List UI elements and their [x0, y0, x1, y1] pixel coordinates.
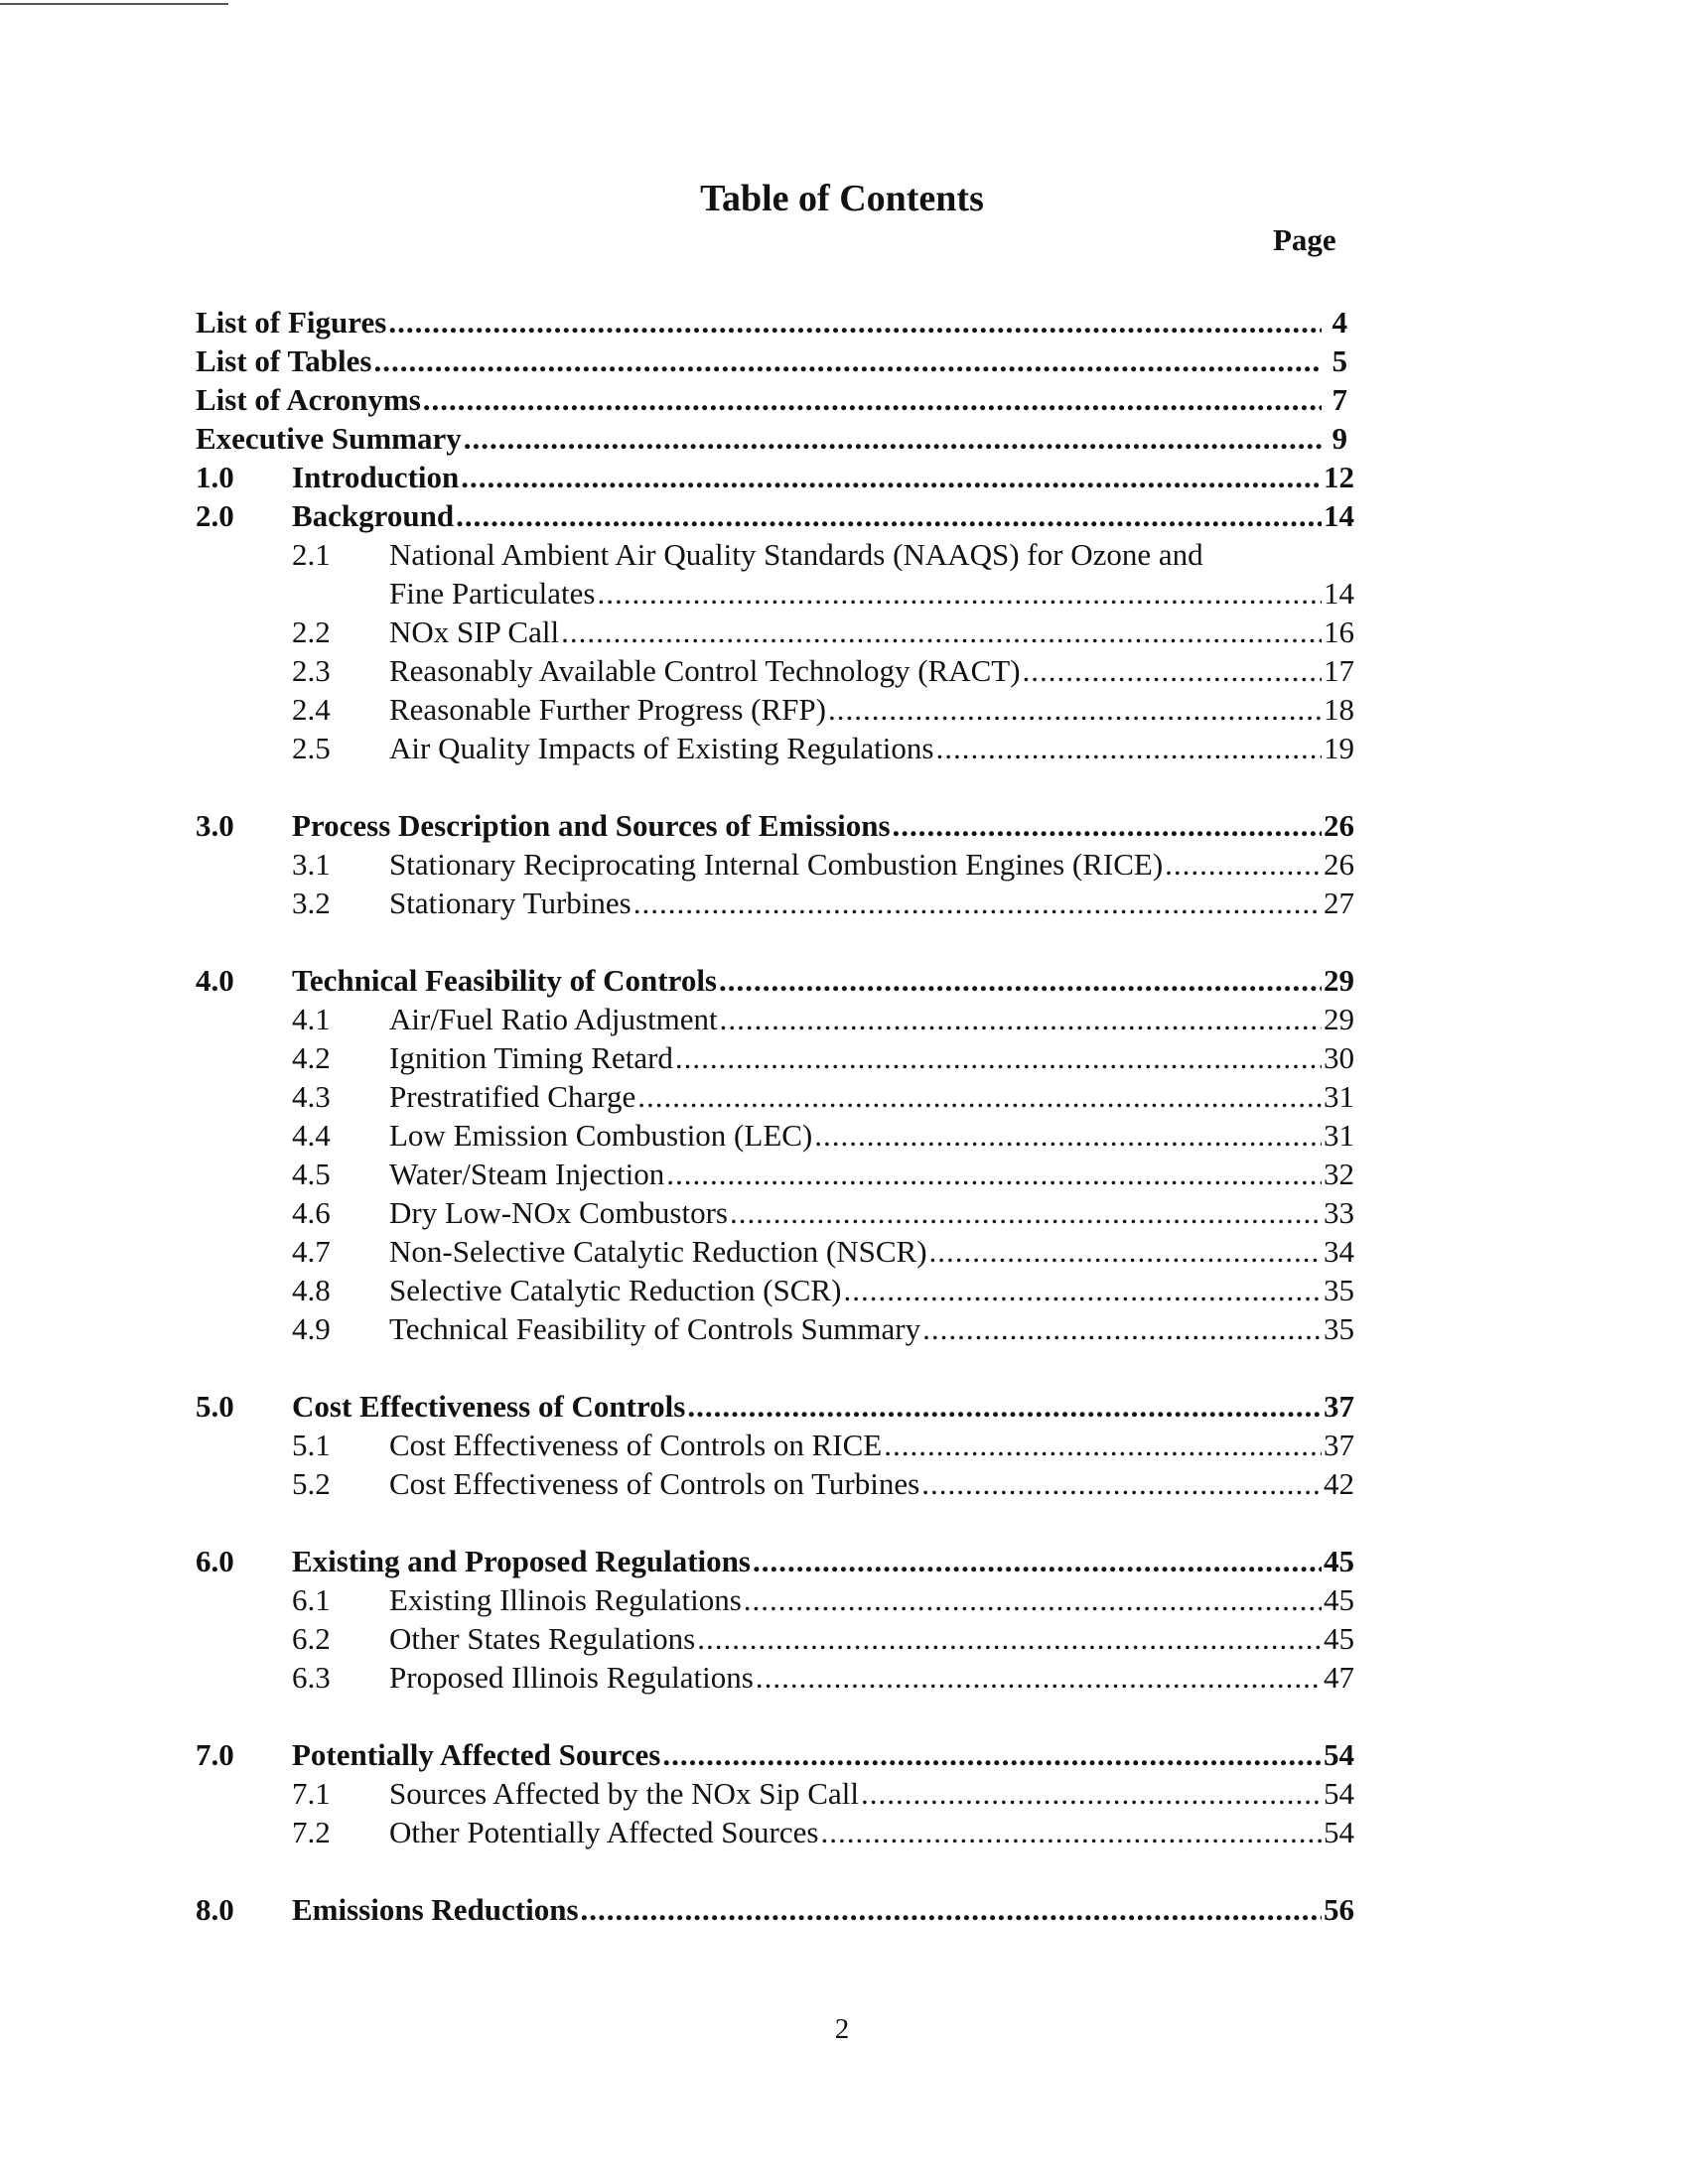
toc-entry: [196, 1619, 1354, 1658]
toc-entry-number: 7.2: [292, 1815, 331, 1849]
toc-entry-label: Prestratified Charge: [389, 1079, 636, 1114]
toc-entry-page: 26: [1324, 808, 1354, 843]
dot-leader: [464, 419, 1322, 458]
toc-entry: [196, 1155, 1354, 1193]
dot-leader: [697, 1619, 1322, 1658]
toc-entry-number: 6.0: [196, 1544, 234, 1578]
dot-leader: [675, 1038, 1322, 1077]
toc-entry-number: 3.2: [292, 886, 331, 920]
toc-entry-page: 37: [1324, 1428, 1354, 1462]
dot-leader: [373, 341, 1322, 380]
toc-entry-label: Sources Affected by the NOx Sip Call: [389, 1776, 859, 1811]
toc-entry-page: 26: [1324, 847, 1354, 882]
toc-entry-number: 4.5: [292, 1157, 331, 1191]
toc-entry-label: Dry Low-NOx Combustors: [389, 1195, 728, 1230]
dot-leader: [756, 1658, 1322, 1697]
toc-entry: [196, 1309, 1354, 1348]
toc-entry-label: Cost Effectiveness of Controls on RICE: [389, 1428, 883, 1462]
toc-entry: [196, 1542, 1354, 1580]
toc-entry: [196, 613, 1354, 651]
toc-entry-label: Technical Feasibility of Controls: [292, 963, 717, 998]
dot-leader: [935, 729, 1322, 767]
dot-leader: [719, 961, 1322, 1000]
dot-leader: [828, 690, 1322, 729]
toc-entry-label: Introduction: [292, 460, 460, 494]
toc-entry-label: Cost Effectiveness of Controls on Turbines: [389, 1466, 920, 1501]
toc-entry: [196, 458, 1354, 496]
toc-entry-page: 31: [1324, 1079, 1354, 1114]
toc-entry-page: 54: [1324, 1737, 1354, 1772]
toc-entry-label: Reasonably Available Control Technology (RACT): [389, 653, 1021, 688]
toc-entry-label: Fine Particulates: [389, 576, 596, 611]
toc-entry-page: 34: [1324, 1234, 1354, 1269]
toc-entry: [196, 884, 1354, 922]
toc-entry: [196, 535, 1354, 613]
toc-entry: [196, 1077, 1354, 1116]
toc-entry-page: 33: [1324, 1195, 1354, 1230]
toc-entry-page: 12: [1324, 460, 1354, 494]
toc-entry-label: Stationary Reciprocating Internal Combustion Engines (RICE): [389, 847, 1164, 882]
toc-entry-page: 54: [1324, 1776, 1354, 1811]
toc-entry-number: 2.3: [292, 653, 331, 688]
dot-leader: [687, 1387, 1322, 1426]
toc-entry-number: 5.2: [292, 1466, 331, 1501]
toc-entry-number: 6.3: [292, 1660, 331, 1695]
toc-entry-number: 2.5: [292, 731, 331, 765]
toc-entry: [196, 1658, 1354, 1697]
toc-entry-number: 3.1: [292, 847, 331, 882]
toc-entry-label: Emissions Reductions: [292, 1892, 579, 1927]
toc-entry-page: 32: [1324, 1157, 1354, 1191]
dot-leader: [423, 380, 1322, 419]
toc-entry: [196, 1232, 1354, 1271]
toc-entry-label: Technical Feasibility of Controls Summary: [389, 1311, 921, 1346]
toc-entry-number: 4.8: [292, 1273, 331, 1307]
toc-entry: [196, 651, 1354, 690]
dot-leader: [922, 1309, 1322, 1348]
toc-entry-label: List of Figures: [196, 305, 387, 340]
dot-leader: [1023, 651, 1322, 690]
toc-entry-label: Non-Selective Catalytic Reduction (NSCR): [389, 1234, 927, 1269]
toc-entry-label: Other States Regulations: [389, 1621, 696, 1656]
toc-entry-number: 4.1: [292, 1002, 331, 1036]
table-of-contents: [196, 303, 1354, 1929]
toc-entry-page: 37: [1324, 1389, 1354, 1424]
page-title: Table of Contents: [700, 178, 984, 219]
dot-leader: [1165, 845, 1322, 884]
toc-entry-label: Other Potentially Affected Sources: [389, 1815, 819, 1849]
toc-entry: [196, 419, 1347, 458]
toc-entry-page: 45: [1324, 1621, 1354, 1656]
toc-entry-number: 4.0: [196, 963, 234, 998]
toc-entry-number: 3.0: [196, 808, 234, 843]
dot-leader: [730, 1193, 1322, 1232]
toc-entry-number: 2.2: [292, 614, 331, 649]
toc-entry-number: 2.1: [292, 537, 331, 572]
dot-leader: [561, 613, 1322, 651]
toc-entry-page: 30: [1324, 1040, 1354, 1075]
toc-entry-page: 27: [1324, 886, 1354, 920]
toc-entry-page: 14: [1324, 498, 1354, 533]
toc-entry-page: 45: [1324, 1582, 1354, 1617]
dot-leader: [843, 1271, 1322, 1309]
toc-entry-number: 6.2: [292, 1621, 331, 1656]
toc-entry: [196, 1735, 1354, 1774]
toc-entry-page: 54: [1324, 1815, 1354, 1849]
toc-entry-label: List of Tables: [196, 343, 372, 378]
toc-entry: [196, 1193, 1354, 1232]
toc-entry-number: 8.0: [196, 1892, 234, 1927]
toc-entry-number: 4.7: [292, 1234, 331, 1269]
dot-leader: [921, 1464, 1322, 1503]
dot-leader: [929, 1232, 1322, 1271]
toc-entry: [196, 1038, 1354, 1077]
toc-entry-label: Existing Illinois Regulations: [389, 1582, 742, 1617]
page-column-heading: Page: [1273, 222, 1336, 257]
toc-entry-label: Existing and Proposed Regulations: [292, 1544, 751, 1578]
toc-entry: [196, 380, 1347, 419]
toc-entry-page: 42: [1324, 1466, 1354, 1501]
toc-entry-number: 5.1: [292, 1428, 331, 1462]
toc-entry-number: 4.9: [292, 1311, 331, 1346]
dot-leader: [884, 1426, 1322, 1464]
toc-entry: [196, 729, 1354, 767]
toc-entry-page: 18: [1324, 692, 1354, 727]
dot-leader: [820, 1813, 1322, 1851]
toc-entry: [196, 1580, 1354, 1619]
toc-entry: [196, 1271, 1354, 1309]
toc-entry-page: 17: [1324, 653, 1354, 688]
dot-leader: [814, 1116, 1322, 1155]
toc-entry-label: Process Description and Sources of Emissions: [292, 808, 891, 843]
dot-leader: [633, 884, 1322, 922]
toc-entry: [196, 806, 1354, 845]
dot-leader: [720, 1000, 1322, 1038]
dot-leader: [388, 303, 1322, 341]
toc-entry: [196, 303, 1347, 341]
toc-entry-page: 7: [1332, 382, 1347, 417]
dot-leader: [893, 806, 1322, 845]
toc-entry-number: 5.0: [196, 1389, 234, 1424]
toc-entry-page: 29: [1324, 963, 1354, 998]
toc-entry-label: National Ambient Air Quality Standards (NAAQS) for Ozone and: [389, 537, 1203, 572]
toc-entry: [196, 1774, 1354, 1813]
dot-leader: [753, 1542, 1322, 1580]
toc-entry-number: 4.3: [292, 1079, 331, 1114]
toc-entry-page: 47: [1324, 1660, 1354, 1695]
toc-entry-page: 31: [1324, 1118, 1354, 1153]
toc-entry-label: NOx SIP Call: [389, 614, 560, 649]
toc-entry-label: List of Acronyms: [196, 382, 421, 417]
toc-entry: [196, 1116, 1354, 1155]
toc-entry-number: 4.6: [292, 1195, 331, 1230]
dot-leader: [637, 1077, 1322, 1116]
toc-entry-number: 1.0: [196, 460, 234, 494]
toc-entry: [196, 1813, 1354, 1851]
toc-entry-number: 2.4: [292, 692, 331, 727]
toc-entry: [196, 1387, 1354, 1426]
dot-leader: [597, 574, 1322, 613]
toc-entry-label: Air/Fuel Ratio Adjustment: [389, 1002, 718, 1036]
page-number: 2: [834, 2013, 850, 2045]
toc-entry-number: 2.0: [196, 498, 234, 533]
toc-entry-label: Background: [292, 498, 455, 533]
toc-entry-number: 7.0: [196, 1737, 234, 1772]
toc-entry-page: 5: [1332, 343, 1347, 378]
dot-leader: [861, 1774, 1322, 1813]
toc-entry-page: 56: [1324, 1892, 1354, 1927]
toc-entry-number: 4.4: [292, 1118, 331, 1153]
toc-entry: [196, 496, 1354, 535]
toc-entry: [196, 690, 1354, 729]
toc-entry-label: Potentially Affected Sources: [292, 1737, 661, 1772]
dot-leader: [666, 1155, 1322, 1193]
toc-entry-label: Cost Effectiveness of Controls: [292, 1389, 686, 1424]
toc-entry-page: 19: [1324, 731, 1354, 765]
toc-entry: [196, 961, 1354, 1000]
dot-leader: [744, 1580, 1322, 1619]
toc-entry-page: 14: [1324, 576, 1354, 611]
toc-entry-number: 7.1: [292, 1776, 331, 1811]
toc-entry-label: Stationary Turbines: [389, 886, 632, 920]
toc-entry: [196, 1426, 1354, 1464]
toc-entry-number: 6.1: [292, 1582, 331, 1617]
dot-leader: [662, 1735, 1322, 1774]
toc-entry-page: 35: [1324, 1273, 1354, 1307]
toc-entry-label: Executive Summary: [196, 421, 462, 456]
toc-entry-label: Air Quality Impacts of Existing Regulations: [389, 731, 934, 765]
toc-entry-page: 35: [1324, 1311, 1354, 1346]
toc-entry-page: 4: [1332, 305, 1347, 340]
toc-entry: [196, 1000, 1354, 1038]
toc-entry-label: Water/Steam Injection: [389, 1157, 665, 1191]
toc-entry: [196, 845, 1354, 884]
dot-leader: [581, 1890, 1322, 1929]
toc-entry-label: Low Emission Combustion (LEC): [389, 1118, 813, 1153]
toc-entry-page: 16: [1324, 614, 1354, 649]
toc-entry: [196, 1464, 1354, 1503]
toc-entry-number: 4.2: [292, 1040, 331, 1075]
toc-entry: [196, 1890, 1354, 1929]
toc-entry-page: 45: [1324, 1544, 1354, 1578]
toc-entry: [196, 341, 1347, 380]
scan-edge-mark: [0, 3, 228, 5]
toc-entry-page: 29: [1324, 1002, 1354, 1036]
toc-entry-label: Proposed Illinois Regulations: [389, 1660, 754, 1695]
dot-leader: [456, 496, 1322, 535]
toc-entry-label: Reasonable Further Progress (RFP): [389, 692, 826, 727]
dot-leader: [461, 458, 1322, 496]
toc-entry-label: Selective Catalytic Reduction (SCR): [389, 1273, 842, 1307]
toc-entry-page: 9: [1332, 421, 1347, 456]
toc-entry-label: Ignition Timing Retard: [389, 1040, 673, 1075]
